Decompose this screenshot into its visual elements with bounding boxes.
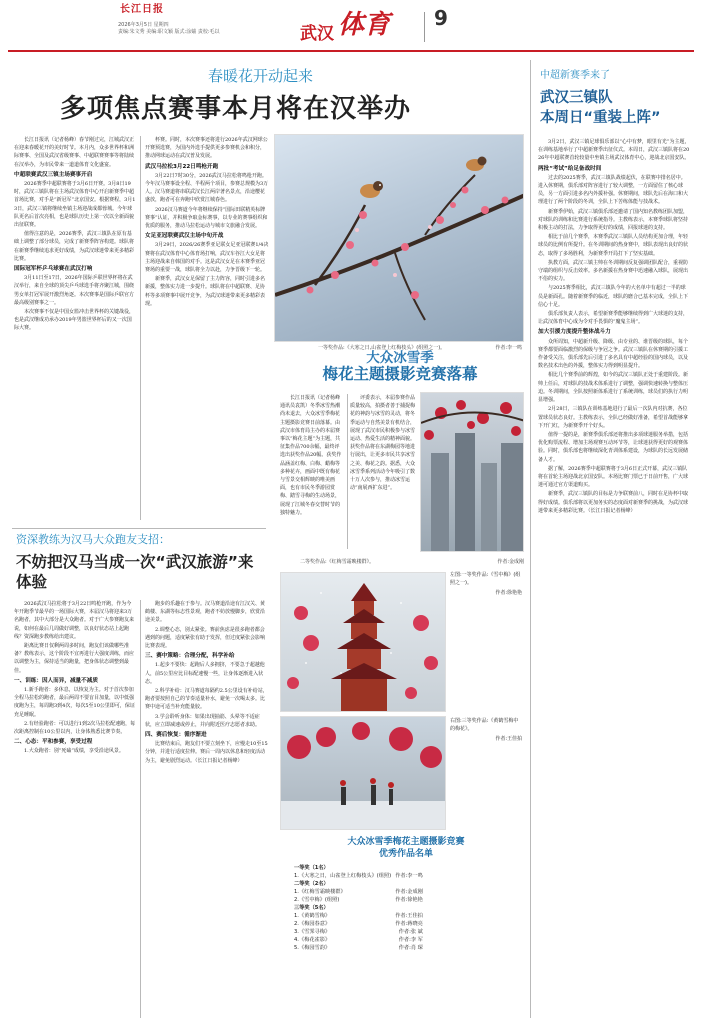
main-col1-p1: 2026赛季中超联赛将于3月6日开赛。3月8日19时，武汉三镇队将在主场武汉体育中心开启新赛季中超首场比赛，对手是“新冠军”北京国安。根据赛程，3月13日，武汉三镇将继续坐镇主场迎战成都蓉城。今年球队更名后首次亮相，也是球队历史上第一次以全新面貌出征联赛。 (14, 181, 136, 229)
masthead-rule (8, 50, 694, 52)
award-author: 作者:蒋晓亮 (395, 921, 423, 927)
main-col1-p2: 值得注意的是，2026赛季，武汉三镇队在原有基础上调整了部分球员，完成了新赛季阵容构建。球队将在新赛季继续追求更好成绩，为武汉球迷带来更多精彩比赛。 (14, 231, 135, 262)
award-entry-row (292, 888, 425, 896)
contest-col2-text: 评委表示，本届参赛作品质量较高，拍摄者善于捕捉梅花的神韵与冰雪的灵动，将冬季运动与自然美景有机结合，展现了武汉市民积极参与冰雪运动、热爱生活的精神面貌。获奖作品将在东湖梅园等地进行展出，让更多市民共享冰雪之美、梅花之韵。据悉，大众冰雪季系列活动今年吸引了数十万人次参与，推动冰雪运动“南展西扩东进”。 (350, 395, 416, 492)
ad-col2-p6: 比赛结束后，跑友们不要立刻坐下，应慢走10至15分钟，并进行适度拉伸。赛后一周内以休息和轻度活动为主，避免剧烈运动。（长江日报记者杨峰） (145, 741, 268, 764)
award-work: 2.《雪中梅》(组照) (294, 897, 340, 903)
main-article-col2 (145, 136, 269, 309)
ad-col1-p4: 2.有经验跑者：可以进行1到2次马拉松配速跑，每次距离控制在10公里以内，让身体熟悉比赛节奏。 (14, 720, 136, 736)
right-p9: 2月28日，三镇队在训练基地进行了最后一次队内对抗赛，各位置球员状态良好。主教练表示，全队已经做好准备，希望首战能够拿下开门红，为新赛季开个好头。 (538, 406, 689, 429)
right-headline (540, 88, 661, 128)
main-col1-p4: 本次赛事不仅是中国女篮冲击世界杯的关键战役，也是武汉继成功承办2019年男篮世界杯后的又一次国际大赛。 (14, 309, 135, 332)
ad-subhead-3: 三、赛中策略：合理分配，科学补给 (145, 653, 235, 660)
award-author: 作者:张 斌 (398, 929, 423, 935)
ad-subhead-2: 二、心态：平和参赛，享受过程 (14, 739, 93, 746)
photo-plum-birds-image (275, 135, 524, 342)
main-subhead-2: 国际冠军杯乒乓球赛在武汉打响 (14, 266, 93, 273)
section-title-wuhan: 武汉 (300, 23, 334, 44)
photo-plum-birds (274, 134, 524, 342)
ad-article-col2 (145, 600, 269, 766)
photo1-credit: 作者:李一鸣 (495, 345, 522, 351)
award-work: 2.《梅园春意》 (294, 921, 331, 927)
photo-pagoda-snow (280, 572, 446, 712)
main-col1-p3: 3月11日至17日，2026年国际乒联世界杯将在武汉举行，来自全球的顶尖乒乓球选手将齐聚江城，围绕男女单打冠军展开激烈角逐。本次赛事是国际乒联官方最高级别赛事之一。 (14, 275, 135, 306)
award-author: 作者:李 军 (398, 937, 423, 943)
contest-col2 (350, 394, 416, 493)
ad-col2-p5: 3.学会聆听身体：如果出现抽筋、头晕等不适症状，应立即减速或停止，并向附近医疗志愿者求助。 (145, 713, 261, 728)
right-lead: 3月2日，武汉三镇足球俱乐部以“心中有梦，眼里有光”为主题，在训练基地举行了中超新赛季出征仪式。本周日，武汉三镇队将在2026年中超联赛首轮较量中坐镇主场武汉体育中心，迎战北京国安队。 (538, 139, 690, 162)
award-tier: 二等奖（2名） (294, 881, 329, 887)
photo-red-plum-buildings-image (421, 393, 524, 552)
award-entry-row (292, 920, 425, 928)
award-author: 作者:肖 琛 (398, 945, 423, 951)
award-tier: 三等奖（5名） (294, 905, 329, 911)
masthead-divider (424, 12, 425, 42)
photo-plum-garden-visitors (280, 716, 446, 830)
award-entry-row (292, 928, 425, 936)
contest-col1 (280, 394, 344, 518)
main-subhead-1: 中超联赛武汉三镇主场赛事开启 (14, 171, 93, 178)
right-kicker: 中超新赛季来了 (540, 70, 610, 81)
main-kicker: 春暖花开动起来 (208, 67, 314, 85)
right-headline-line1: 武汉三镇队 (540, 90, 613, 106)
award-list-title-line1: 大众冰雪季梅花主题摄影竞赛 (347, 837, 465, 847)
photo2-credit: 作者:金成刚 (497, 559, 524, 565)
main-col2-p2: 3月22日7时30分，2026武汉马拉松将鸣枪开跑。今年汉马赛事设全程、半程两个项目，参赛总规模为3万人。汉马赛道将串联武汉长江两岸著名景点，沿途樱花盛放，跑者可在奔跑中欣赏江城春色。 (145, 172, 269, 204)
award-work: 1.《红梅雪霜映楼群》 (294, 889, 346, 895)
ad-col1-p1: 2026武汉马拉松将于3月22日鸣枪开跑，作为今年开跑季节最早的一场国际大赛，本届汉马将迎来3万名跑者，其中大部分是大众跑者。对于广大参赛跑友来说，如何在最后几周做好调整，以良好状态站上起跑线？资深跑步教练给出建议。 (14, 601, 135, 640)
award-tier-row (292, 904, 425, 912)
photo3-credit: 作者:徐艳艳 (495, 590, 522, 596)
award-author: 作者:金成刚 (395, 889, 423, 895)
right-p12: 新赛季，武汉三镇队的目标是力争联赛前八，同时在足协杯中取得好成绩。俱乐部将以更加务实的态度面对新赛季的挑战，为武汉球迷带来更多精彩比赛。（长江日报记者杨峰） (538, 491, 689, 514)
ad-col1-p2: 距离比赛日仅剩两周多时间，跑友们该做哪些准备？教练表示，这个阶段不宜再进行大强度训练，而应以调整为主，保持适当的跑量，把身体状态调整到最佳。 (14, 643, 135, 674)
ad-article-col1 (14, 600, 136, 757)
ad-col2-p4: 2.科学补给：汉马赛道每隔约2.5公里设有补给站，跑者要按照自己的节奏适量补水，避免一次喝太多。比赛中途可适当补充能量胶。 (145, 688, 268, 711)
award-entry-row (292, 936, 425, 944)
ad-kicker: 资深教练为汉马大众跑友支招： (16, 533, 170, 546)
ad-col1-p5: 1.大众跑者：别“死磕”成绩，享受沿途风景。 (24, 748, 124, 755)
photo-plum-garden-visitors-image (281, 717, 446, 830)
right-p10: 值得一提的是，新赛季俱乐部还将推出多项球迷服务举措，包括优化购票流程、增加主场观赛互动环节等，让球迷获得更好的观赛体验。同时，俱乐部也将继续深化青训体系建设，为球队的长远发展储备人才。 (538, 431, 689, 463)
right-subhead-1: 两批“考试”给足备战时间 (538, 165, 602, 172)
photo4-caption-block (450, 718, 522, 744)
section-title (300, 10, 391, 44)
main-headline: 多项焦点赛事本月将在汉举办 (60, 94, 412, 124)
main-col2-p4: 3月29日，2026/26赛季亚足联女足亚冠联赛1/4决赛将在武汉体育中心体育场打响，武汉车谷江大女足将主场迎战来自韩国的对手。这是武汉女足在本赛季亚冠赛场的重要一战，球队将全力以赴，力争晋级下一轮。 (145, 242, 269, 274)
ad-subhead-1: 一、训练：因人而异，减量不减质 (14, 677, 98, 684)
award-entry-row (292, 896, 425, 904)
contest-col1-text: 长江日报讯（记者杨峰 通讯员袁凯）冬季冰雪热潮尚未退去，大众冰雪季梅花主题摄影竞赛日前落幕。由武汉市体育局主办的本届赛事以“梅花主题”为主题，共征集作品700余幅，最终评选出获奖作品20幅。获奖作品涵盖红梅、白梅、蜡梅等多种花卉，画面中既有梅花与雪景交相辉映的唯美画面，也有市民冬季游园赏梅、踏雪寻梅的生动场景，展现了江城冬春交替时节的独特魅力。 (280, 395, 342, 516)
page-number: 9 (434, 6, 448, 30)
contest-title-line2: 梅花主题摄影竞赛落幕 (322, 365, 478, 383)
right-p11: 据了解，2026赛季中超联赛将于3月6日正式开幕，武汉三镇队将在首轮主场迎战北京国安队。本场比赛门票已于日前开售，广大球迷可通过官方渠道购买。 (538, 465, 689, 489)
photo4-caption: 右图:三等奖作品:《黄鹤雪梅中的梅花》。 (450, 718, 519, 732)
ad-subhead-4: 四、赛后恢复：循序渐进 (145, 732, 207, 739)
right-p3: 相比于前几个赛季，本赛季武汉三镇队人员结构更加合理，年轻球员的比例有所提升。在冬训期间的热身赛中，球队表现出良好的状态，取得了多场胜利，为新赛季开局打下了坚实基础。 (538, 234, 689, 257)
right-column-divider (530, 60, 531, 1018)
ad-col2-p1: 跑步的乐趣在于参与。汉马赛道沿途有江汉关、黄鹤楼、东湖等标志性景观，跑者不妨放慢脚步，欣赏沿途美景。 (145, 601, 266, 624)
right-subhead-2: 加大引援力度提升整体战斗力 (538, 329, 611, 336)
award-work: 1.《大寒之日，山雀登上红梅枝头》(组照) (294, 873, 392, 879)
award-author: 作者:王佳拍 (395, 913, 423, 919)
photo2-caption: 二等奖作品:《红梅雪霜映楼群》。 (300, 559, 375, 565)
ad-col1-p3: 1.新手跑者：多休息，以恢复为主。对于首次参加全程马拉松的跑者，最后两周不要盲目加量，以中低强度跑为主，每周跑3到4次，每次5至10公里即可，保证充足睡眠。 (14, 687, 135, 718)
date-line: 2026年3月5日 星期四 (118, 22, 169, 28)
photo1-caption: 一等奖作品:《大寒之日,山雀登上红梅枝头》(组照之一)。 (318, 345, 446, 351)
right-p5: 与2025赛季相比，武汉三镇队今年的大名单中有超过一半的球员是新面孔。随着新赛季的临近，球队的磨合已基本完成，全队上下信心十足。 (538, 285, 689, 308)
right-p4: 执教方面，武汉三镇主帅在冬训期间反复强调团队配合，重视防守端的组织与反击效率。多名新援在热身赛中迅速融入球队，展现出不俗的实力。 (538, 259, 689, 283)
award-entry-row (292, 912, 425, 920)
photo-pagoda-snow-image (281, 573, 446, 712)
right-article-body (538, 138, 690, 516)
award-work: 5.《梅园雪韵》 (294, 945, 331, 951)
editors-line: 责编:朱文秀 美编:职文颖 版式:涂嫱 责校:毛以 (118, 29, 220, 35)
award-author: 作者:李一鸣 (395, 873, 423, 879)
masthead-info (118, 22, 220, 36)
award-list (292, 864, 522, 952)
award-tier: 一等奖（1名） (294, 865, 329, 871)
award-table (292, 864, 425, 952)
award-work: 3.《雪霁寻梅》 (294, 929, 331, 935)
main-lead: 长江日报讯（记者杨峰）春节刚过完，江城武汉正在迎来春暖花开的美好时节。本月内，众多世界杯和洲际赛事、全国及武汉省级赛事、中超联赛赛事等将陆续在汉举办，为市民带来一道道体育文化盛宴。 (14, 137, 135, 168)
ad-col2-p3: 1.起步不要快：起跑后人多拥挤，不要急于超越他人，前5公里应比目标配速慢一些，让身体逐渐进入状态。 (145, 662, 265, 685)
photo3-caption-block (450, 572, 522, 598)
award-entry-row (292, 944, 425, 952)
ad-column-divider (140, 600, 141, 1018)
award-entry-row (292, 872, 425, 880)
award-list-title-line2: 优秀作品名单 (378, 849, 433, 859)
main-subhead-3: 武汉马拉松3月22日鸣枪开跑 (145, 163, 219, 170)
award-work: 1.《黄鹤雪梅》 (294, 913, 331, 919)
right-p6: 俱乐部负责人表示，希望新赛季能够继续得到广大球迷的支持，让武汉体育中心成为令对手畏惧的“魔鬼主场”。 (538, 311, 689, 326)
right-headline-line2: 本周日“重装上阵” (540, 110, 661, 126)
main-col2-p3: 2026汉马赛道今年将继续保持“国际田联精英标牌赛事”认证，并积极争取金标赛事，以专业的赛事组织和优质的服务，推动马拉松运动与城市文旅融合发展。 (145, 206, 268, 230)
newspaper-logo: 长江日报 (120, 4, 164, 15)
main-subhead-4: 女足亚冠联赛武汉主场中旬开战 (145, 233, 224, 240)
main-col2-p1: 杯赛。同时，本次赛事还将进行2026年武汉网球公开赛预选赛，为国内外选手提供更多参赛机会和积分，推动网球运动在武汉普及发展。 (145, 137, 268, 160)
award-tier-row (292, 864, 425, 872)
photo4-credit: 作者:王佳拍 (495, 736, 522, 742)
column-divider (140, 136, 141, 520)
photo-red-plum-buildings (420, 392, 524, 552)
right-p7: 众所周知，中超新升级、降级、由专业的、谁晋级的球队，每个赛季都要面临激烈的保级与争冠之争。武汉三镇队在休赛期的引援工作备受关注，俱乐部先后引进了多名具有中超经验的国内球员，以及数名技术出色的外援，整体实力得到明显提升。 (538, 338, 689, 370)
award-list-title (290, 836, 522, 860)
contest-title-line1: 大众冰雪季 (366, 350, 434, 366)
photo3-caption: 左图:一等奖作品:《雪中梅》(组照之一)。 (450, 572, 521, 586)
contest-divider (347, 394, 348, 549)
right-p1: 过去的2025赛季，武汉三镇队战绩起伏，在联赛中排名居中。进入休赛期，俱乐部对阵容进行了较大调整，一方面留住了核心球员，另一方面引进多名内外援补强。休赛期间，球队先后在海口和大理进行了两个阶段的冬训，全队上下苦练体能与技战术。 (538, 174, 689, 206)
award-tier-row (292, 880, 425, 888)
section-title-sports: 体育 (338, 10, 391, 40)
ad-col2-p2: 2.调整心态，别太紧张。赛前焦虑是很多跑者都会遇到的问题，适度紧张有助于发挥，但过度紧张会影响比赛表现。 (145, 626, 266, 650)
award-author: 作者:徐艳艳 (395, 897, 423, 903)
right-p2: 新赛季伊始，武汉三镇俱乐部还邀请了国内知名教练团队加盟，对球队的训练和比赛进行系统指导。主教练表示，本赛季球队将坚持积极主动的打法，力争取得更好的成绩，回报球迷的支持。 (538, 208, 689, 232)
ad-headline: 不妨把汉马当成一次“武汉旅游”来体验 (16, 553, 254, 591)
main-col2-p5: 新赛季，武汉女足保留了主力阵容，同时引进多名新援，整体实力进一步提升。球队将在中超联赛、足协杯等多项赛事中展开竞争，为武汉球迷带来更多精彩表现。 (145, 276, 266, 307)
main-article-col1 (14, 136, 136, 334)
right-p8: 相比几个赛季前的辉煌，如今的武汉三镇队正处于重建阶段。新帅上任后，对球队的技战术体系进行了调整，强调快速转换与整体压迫。冬训期间，全队按照新体系进行了系统训练，球员们的执行力明显增强。 (538, 372, 689, 404)
award-work: 4.《梅花雀影》 (294, 937, 331, 943)
section-divider (12, 528, 266, 529)
